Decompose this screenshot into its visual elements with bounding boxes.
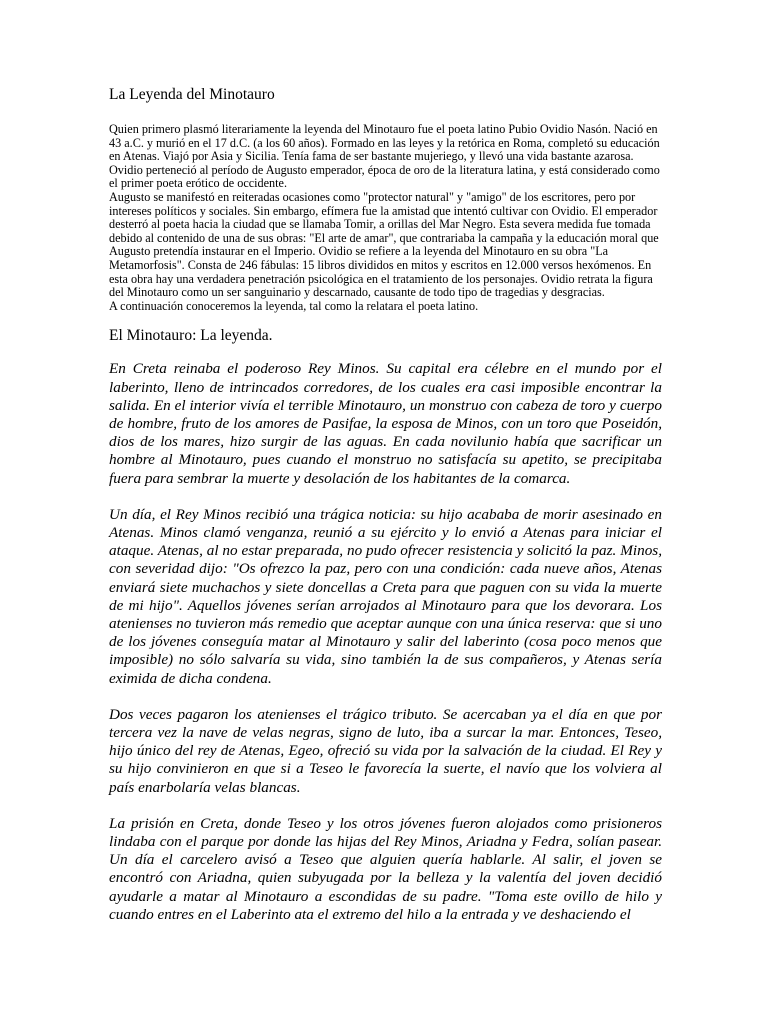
document-title: La Leyenda del Minotauro bbox=[109, 86, 275, 103]
story-paragraph: Un día, el Rey Minos recibió una trágica noticia: su hijo acababa de morir asesinado en Atenas. Minos clamó venganza, reunió a su ejército y lo envió a Atenas para iniciar el ataque. Atenas, al no estar preparada, no pudo ofrecer resistencia y solicitó la paz. Minos, con severidad dijo: "Os ofrezco la paz, pero con una condición: cada nueve años, Atenas enviará siete muchachos y siete doncellas a Creta para que paguen con su vida la muerte de mi hijo". Aquellos jóvenes serían arrojados al Minotauro para que los devorara. Los atenienses no tuvieron más remedio que aceptar aunque con una única reserva: que si uno de los jóvenes conseguía matar al Minotauro y salir del laberinto (cosa poco menos que imposible) no sólo salvaría su vida, sino también la de sus compañeros, y Atenas sería eximida de dicha condena. bbox=[109, 505, 662, 687]
intro-paragraph: Quien primero plasmó literariamente la leyenda del Minotauro fue el poeta latino Pubio Ovidio Nasón. Nació en 43 a.C. y murió en el 17 d.C. (a los 60 años). Formado en las leyes y la retórica en Roma, completó su educación en Atenas. Viajó por Asia y Sicilia. Tenía fama de ser bastante mujeriego, y llevó una vida bastante azarosa. bbox=[109, 122, 660, 164]
intro-paragraph: A continuación conoceremos la leyenda, tal como la relatara el poeta latino. bbox=[109, 298, 479, 313]
story-paragraph: La prisión en Creta, donde Teseo y los otros jóvenes fueron alojados como prisioneros lindaba con el parque por donde las hijas del Rey Minos, Ariadna y Fedra, solían pasear. Un día el carcelero avisó a Teseo que alguien quería hablarle. Al salir, el joven se encontró con Ariadna, quien subyugada por la belleza y la valentía del joven decidió ayudarle a matar al Minotauro a escondidas de su padre. "Toma este ovillo de hilo y cuando entres en el Laberinto ata el extremo del hilo a la entrada y ve deshaciendo el bbox=[109, 814, 662, 923]
story-section bbox=[109, 360, 662, 924]
document-page bbox=[109, 86, 662, 942]
intro-paragraph: Ovidio perteneció al período de Augusto emperador, época de oro de la literatura latina, y está considerado como el primer poeta erótico de occidente. bbox=[109, 162, 660, 191]
story-paragraph: Dos veces pagaron los atenienses el trágico tributo. Se acercaban ya el día en que por tercera vez la nave de velas negras, signo de luto, iba a surcar la mar. Entonces, Teseo, hijo único del rey de Atenas, Egeo, ofreció su vida por la salvación de la ciudad. El Rey y su hijo convinieron en que si a Teseo le favorecía la suerte, el navío que los volviera al país enarbolaría velas blancas. bbox=[109, 705, 662, 796]
story-paragraph: En Creta reinaba el poderoso Rey Minos. Su capital era célebre en el mundo por el laberinto, lleno de intrincados corredores, de los cuales era casi imposible encontrar la salida. En el interior vivía el terrible Minotauro, un monstruo con cabeza de toro y cuerpo de hombre, fruto de los amores de Pasifae, la esposa de Minos, con un toro que Poseidón, dios de los mares, hizo surgir de las aguas. En cada novilunio había que sacrificar un hombre al Minotauro, pues cuando el monstruo no satisfacía su apetito, se precipitaba fuera para sembrar la muerte y desolación de los habitantes de la comarca. bbox=[109, 360, 662, 487]
intro-section bbox=[109, 123, 662, 313]
intro-paragraph: Augusto se manifestó en reiteradas ocasiones como "protector natural" y "amigo" de los escritores, pero por intereses políticos y sociales. Sin embargo, efímera fue la amistad que intentó cultivar con Ovidio. El emperador desterró al poeta hacia la ciudad que se llamaba Tomir, a orillas del Mar Negro. Esta severa medida fue tomada debido al contenido de una de sus obras: "El arte de amar", que contrariaba la campaña y la educación moral que Augusto pretendía instaurar en el Imperio. Ovidio se refiere a la leyenda del Minotauro en su obra "La Metamorfosis". Consta de 246 fábulas: 15 libros divididos en mitos y escritos en 12.000 versos hexómenos. En esta obra hay una verdadera penetración psicológica en el tratamiento de los personajes. Ovidio retrata la figura del Minotauro como un ser sanguinario y descarnado, causante de todo tipo de tragedias y desgracias. bbox=[109, 189, 659, 300]
section-title: El Minotauro: La leyenda. bbox=[109, 327, 273, 345]
